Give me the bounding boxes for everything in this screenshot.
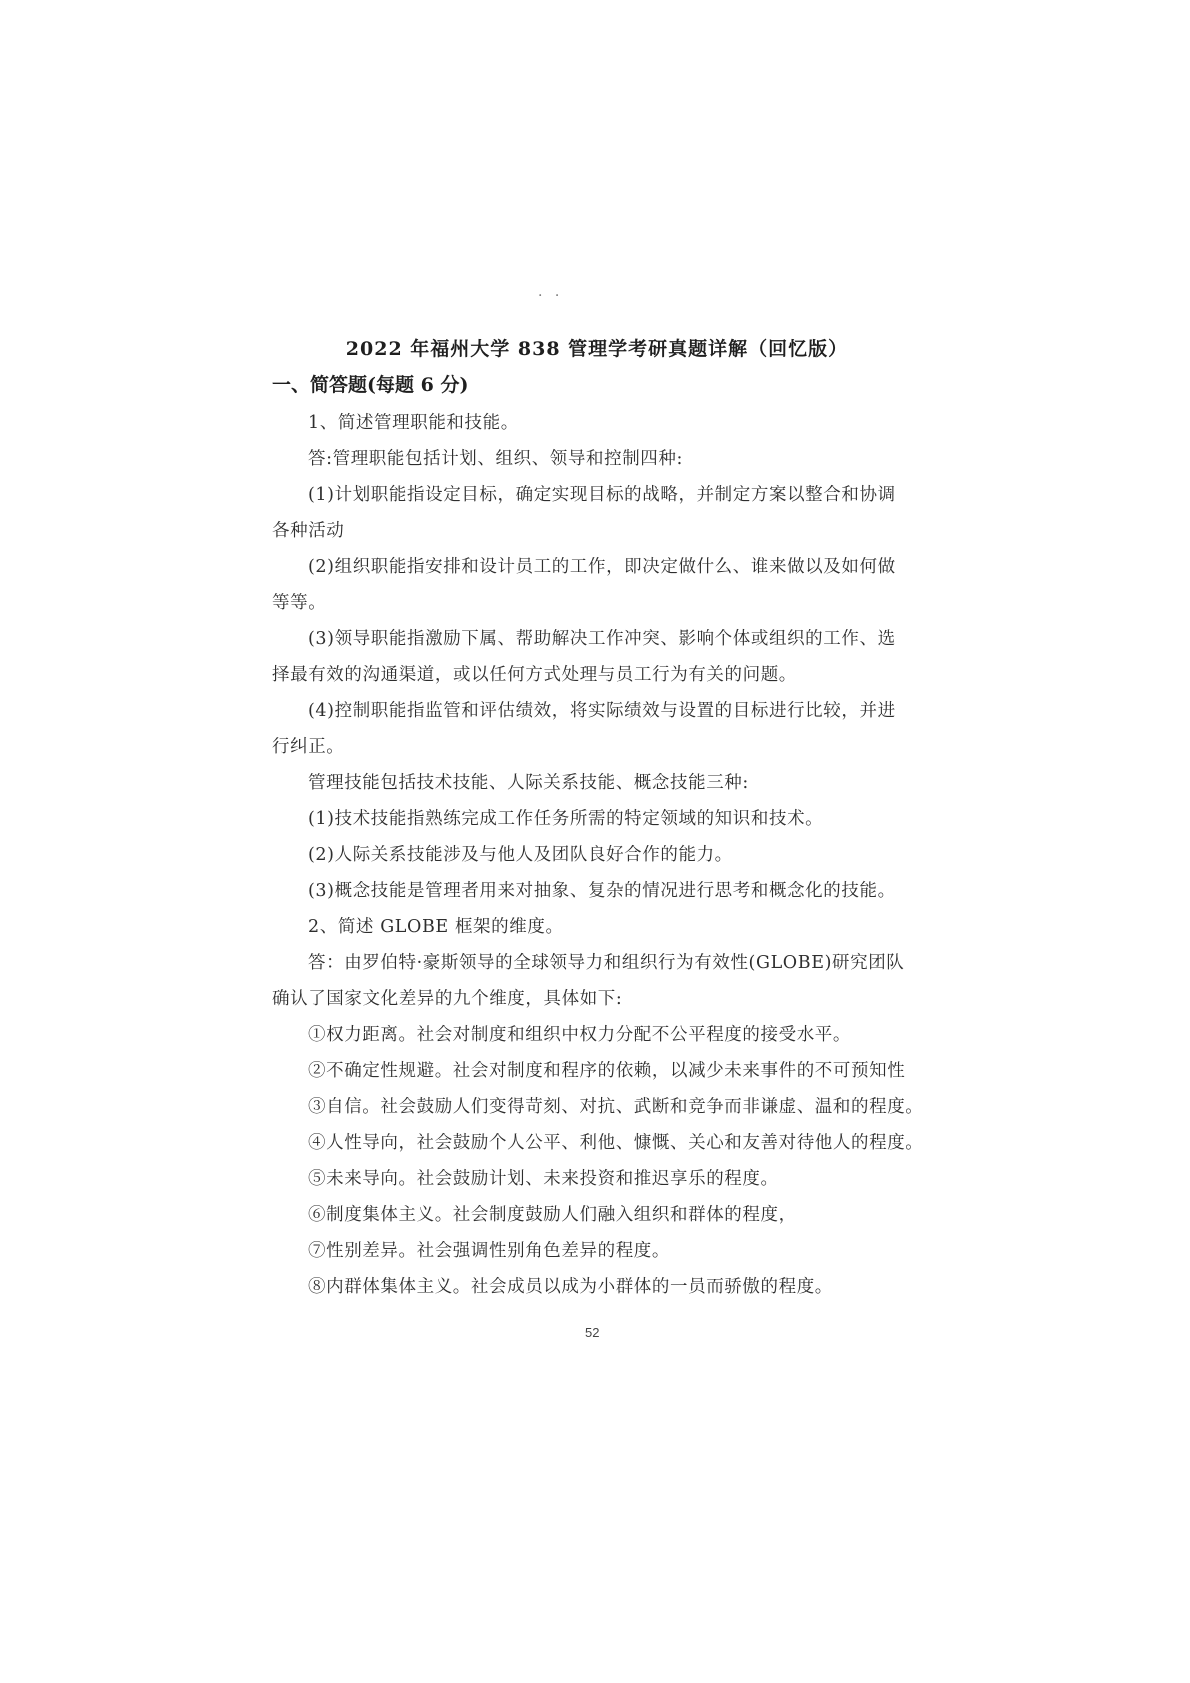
text-line: 各种活动 (272, 521, 345, 541)
text-line: 择最有效的沟通渠道，或以任何方式处理与员工行为有关的问题。 (272, 665, 797, 685)
top-marks: · · (538, 288, 564, 304)
text-line: 管理技能包括技术技能、人际关系技能、概念技能三种: (308, 773, 749, 793)
text-line: ③自信。社会鼓励人们变得苛刻、对抗、武断和竞争而非谦虚、温和的程度。 (308, 1097, 924, 1117)
document-title: 2022 年福州大学 838 管理学考研真题详解（回忆版） (345, 338, 849, 360)
text-line: (1)技术技能指熟练完成工作任务所需的特定领域的知识和技术。 (308, 809, 824, 829)
text-line: 2、简述 GLOBE 框架的维度。 (308, 917, 564, 937)
text-line: 等等。 (272, 593, 327, 613)
text-line: (3)概念技能是管理者用来对抽象、复杂的情况进行思考和概念化的技能。 (308, 881, 896, 901)
text-line: ①权力距离。社会对制度和组织中权力分配不公平程度的接受水平。 (308, 1025, 851, 1045)
text-line: 答：由罗伯特·豪斯领导的全球领导力和组织行为有效性(GLOBE)研究团队 (308, 953, 905, 973)
text-line: ⑦性别差异。社会强调性别角色差异的程度。 (308, 1241, 670, 1261)
text-line: (2)人际关系技能涉及与他人及团队良好合作的能力。 (308, 845, 733, 865)
page-number: 52 (585, 1325, 600, 1340)
text-line: 答:管理职能包括计划、组织、领导和控制四种: (308, 449, 683, 469)
text-line: (3)领导职能指激励下属、帮助解决工作冲突、影响个体或组织的工作、选 (308, 629, 896, 649)
text-line: ⑤未来导向。社会鼓励计划、未来投资和推迟享乐的程度。 (308, 1169, 779, 1189)
text-line: ⑧内群体集体主义。社会成员以成为小群体的一员而骄傲的程度。 (308, 1277, 833, 1297)
section-heading: 一、简答题(每题 6 分) (272, 374, 469, 396)
text-line: ④人性导向，社会鼓励个人公平、利他、慷慨、关心和友善对待他人的程度。 (308, 1133, 924, 1153)
text-line: ⑥制度集体主义。社会制度鼓励人们融入组织和群体的程度， (308, 1205, 797, 1225)
text-line: (2)组织职能指安排和设计员工的工作，即决定做什么、谁来做以及如何做 (308, 557, 896, 577)
text-line: 确认了国家文化差异的九个维度，具体如下: (272, 989, 623, 1009)
text-line: (4)控制职能指监管和评估绩效，将实际绩效与设置的目标进行比较，并进 (308, 701, 896, 721)
text-line: 1、简述管理职能和技能。 (308, 413, 519, 433)
text-line: 行纠正。 (272, 737, 345, 757)
text-line: (1)计划职能指设定目标，确定实现目标的战略，并制定方案以整合和协调 (308, 485, 896, 505)
text-line: ②不确定性规避。社会对制度和程序的依赖，以减少未来事件的不可预知性 (308, 1061, 906, 1081)
body-text (272, 405, 924, 1305)
